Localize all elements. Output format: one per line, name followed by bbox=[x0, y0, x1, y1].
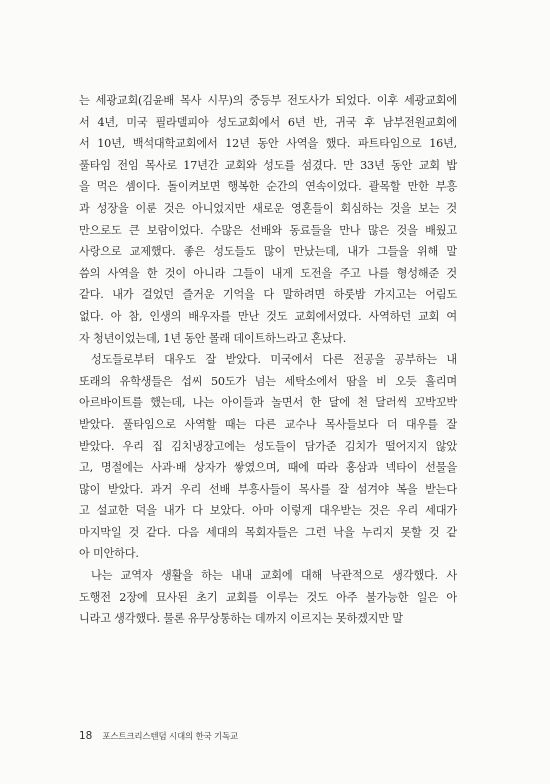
running-title: 포스트크리스텐덤 시대의 한국 기독교 bbox=[102, 732, 239, 742]
page-number: 18 bbox=[79, 730, 93, 742]
text-line: 만으로도 큰 보람이었다. 수많은 선배와 동료들을 만나 많은 것을 배웠고 bbox=[79, 223, 457, 237]
text-line: 받았다. 풀타임으로 사역할 때는 다른 교수나 목사들보다 더 대우를 잘 bbox=[79, 417, 457, 431]
body-text bbox=[79, 90, 457, 630]
text-line: 도행전 2장에 묘사된 초기 교회를 이루는 것도 아주 불가능한 일은 아 bbox=[79, 590, 457, 604]
text-line: 는 세광교회(김윤배 목사 시무)의 중등부 전도사가 되었다. 이후 세광교회에 bbox=[79, 94, 457, 107]
text-line: 나는 교역자 생활을 하는 내내 교회에 대해 낙관적으로 생각했다. 사 bbox=[91, 569, 457, 583]
text-line: 서 4년, 미국 필라델피아 성도교회에서 6년 반, 귀국 후 남부전원교회에 bbox=[79, 115, 457, 129]
text-line: 을 먹은 셈이다. 돌이켜보면 행복한 순간의 연속이었다. 괄목할 만한 부흥 bbox=[79, 180, 457, 194]
text-line: 과 성장을 이룬 것은 아니었지만 새로운 영혼들이 회심하는 것을 보는 것 bbox=[79, 201, 457, 215]
text-line: 마지막일 것 같다. 다음 세대의 목회자들은 그런 낙을 누리지 못할 것 같 bbox=[79, 525, 457, 539]
text-line: 서 10년, 백석대학교회에서 12년 동안 사역을 했다. 파트타임으로 16년, bbox=[79, 137, 457, 151]
text-line: 고 설교한 덕을 내가 다 보았다. 아마 이렇게 대우받는 것은 우리 세대가 bbox=[79, 504, 457, 518]
paragraph bbox=[79, 90, 457, 349]
paragraph bbox=[79, 565, 457, 630]
text-line: 많이 받았다. 과거 우리 선배 부흥사들이 목사를 잘 섬겨야 복을 받는다 bbox=[79, 482, 457, 496]
text-line: 씀의 사역을 한 것이 아니라 그들이 내게 도전을 주고 나를 형성해준 것 bbox=[79, 266, 457, 280]
text-line: 성도들로부터 대우도 잘 받았다. 미국에서 다른 전공을 공부하는 내 bbox=[91, 353, 457, 367]
page-footer bbox=[79, 730, 238, 742]
text-line: 고, 명절에는 사과·배 상자가 쌓였으며, 때에 따라 홍삼과 넥타이 선물을 bbox=[79, 461, 457, 475]
text-line: 사랑으로 교제했다. 좋은 성도들도 많이 만났는데, 내가 그들을 위해 말 bbox=[79, 245, 457, 259]
text-line: 풀타임 전임 목사로 17년간 교회와 성도를 섬겼다. 만 33년 동안 교회 밥 bbox=[79, 158, 457, 172]
text-line: 아 미안하다. bbox=[79, 547, 139, 561]
text-line: 또래의 유학생들은 섭씨 50도가 넘는 세탁소에서 땀을 비 오듯 흘리며 bbox=[79, 374, 457, 388]
text-line: 같다. 내가 걸었던 즐거운 기억을 다 말하려면 하룻밤 가지고는 어림도 bbox=[79, 288, 457, 302]
text-line: 아르바이트를 했는데, 나는 아이들과 놀면서 한 달에 천 달러씩 꼬박꼬박 bbox=[79, 396, 457, 410]
text-line: 받았다. 우리 집 김치냉장고에는 성도들이 담가준 김치가 떨어지지 않았 bbox=[79, 439, 457, 453]
text-line: 없다. 아 참, 인생의 배우자를 만난 것도 교회에서였다. 사역하던 교회 여 bbox=[79, 309, 457, 323]
paragraph bbox=[79, 349, 457, 565]
text-line: 니라고 생각했다. 물론 유무상통하는 데까지 이르지는 못하겠지만 말 bbox=[79, 612, 403, 626]
text-line: 자 청년이었는데, 1년 동안 몰래 데이트하느라고 혼났다. bbox=[79, 331, 347, 345]
